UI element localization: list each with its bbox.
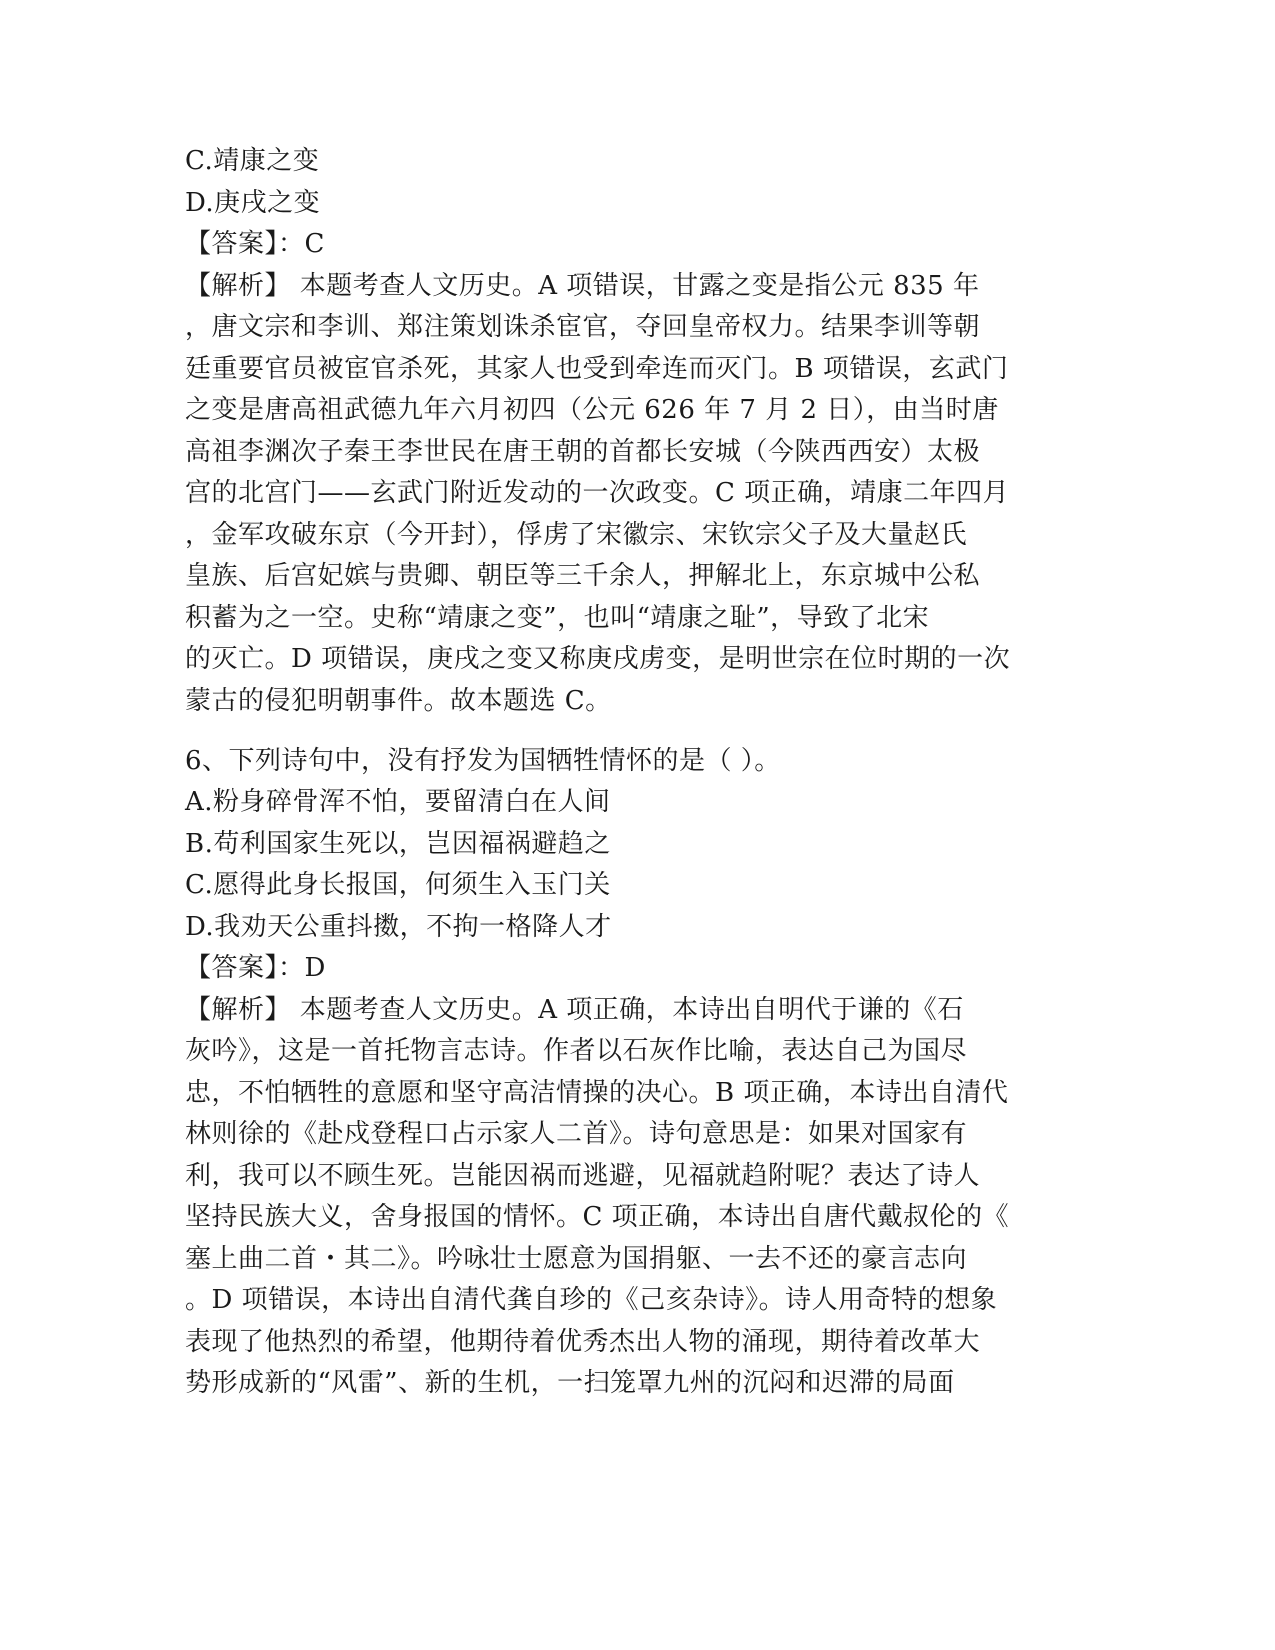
prev-analysis-line: 的灭亡。D 项错误，庚戌之变又称庚戌虏变，是明世宗在位时期的一次	[185, 644, 1011, 674]
q6-analysis-line: 林则徐的《赴戍登程口占示家人二首》。诗句意思是：如果对国家有	[185, 1119, 968, 1149]
question-6-answer: 【答案】：D	[185, 953, 326, 983]
question-6-option-a: A.粉身碎骨浑不怕，要留清白在人间	[185, 787, 611, 817]
prev-analysis-line: 廷重要官员被宦官杀死，其家人也受到牵连而灭门。B 项错误，玄武门	[185, 354, 1009, 384]
q6-analysis-line: 坚持民族大义，舍身报国的情怀。C 项正确，本诗出自唐代戴叔伦的《	[185, 1202, 1010, 1232]
question-6-stem: 6、下列诗句中，没有抒发为国牺牲情怀的是（ ）。	[185, 746, 781, 776]
prev-option-d: D.庚戌之变	[185, 188, 321, 218]
prev-analysis-line: 皇族、后宫妃嫔与贵卿、朝臣等三千余人，押解北上，东京城中公私	[185, 561, 981, 591]
prev-option-c: C.靖康之变	[185, 146, 320, 176]
prev-analysis-line: ，金军攻破东京（今开封），俘虏了宋徽宗、宋钦宗父子及大量赵氏	[185, 520, 968, 550]
prev-analysis-line: ，唐文宗和李训、郑注策划诛杀宦官，夺回皇帝权力。结果李训等朝	[185, 312, 981, 342]
q6-analysis-line: 利，我可以不顾生死。岂能因祸而逃避，见福就趋附呢？表达了诗人	[185, 1161, 981, 1191]
q6-analysis-line: 。D 项错误，本诗出自清代龚自珍的《己亥杂诗》。诗人用奇特的想象	[185, 1285, 998, 1315]
question-6-option-c: C.愿得此身长报国，何须生入玉门关	[185, 870, 611, 900]
prev-analysis-line: 【解析】 本题考查人文历史。A 项错误，甘露之变是指公元 835 年	[185, 271, 980, 301]
q6-analysis-line: 【解析】 本题考查人文历史。A 项正确，本诗出自明代于谦的《石	[185, 995, 964, 1025]
q6-analysis-line: 灰吟》，这是一首托物言志诗。作者以石灰作比喻，表达自己为国尽	[185, 1036, 968, 1066]
prev-analysis-line: 积蓄为之一空。史称“靖康之变”，也叫“靖康之耻”，导致了北宋	[185, 603, 930, 633]
question-6-option-d: D.我劝天公重抖擞，不拘一格降人才	[185, 912, 612, 942]
prev-analysis-line: 之变是唐高祖武德九年六月初四（公元 626 年 7 月 2 日），由当时唐	[185, 395, 999, 425]
prev-analysis-line: 蒙古的侵犯明朝事件。故本题选 C。	[185, 686, 612, 716]
q6-analysis-line: 势形成新的“风雷”、新的生机，一扫笼罩九州的沉闷和迟滞的局面	[185, 1368, 955, 1398]
prev-analysis-line: 高祖李渊次子秦王李世民在唐王朝的首都长安城（今陕西西安）太极	[185, 437, 981, 467]
question-6-option-b: B.苟利国家生死以，岂因福祸避趋之	[185, 829, 611, 859]
q6-analysis-line: 塞上曲二首・其二》。吟咏壮士愿意为国捐躯、一去不还的豪言志向	[185, 1244, 968, 1274]
prev-answer: 【答案】：C	[185, 229, 325, 259]
prev-analysis-line: 宫的北宫门——玄武门附近发动的一次政变。C 项正确，靖康二年四月	[185, 478, 1010, 508]
q6-analysis-line: 表现了他热烈的希望，他期待着优秀杰出人物的涌现，期待着改革大	[185, 1327, 981, 1357]
q6-analysis-line: 忠，不怕牺牲的意愿和坚守高洁情操的决心。B 项正确，本诗出自清代	[185, 1078, 1009, 1108]
